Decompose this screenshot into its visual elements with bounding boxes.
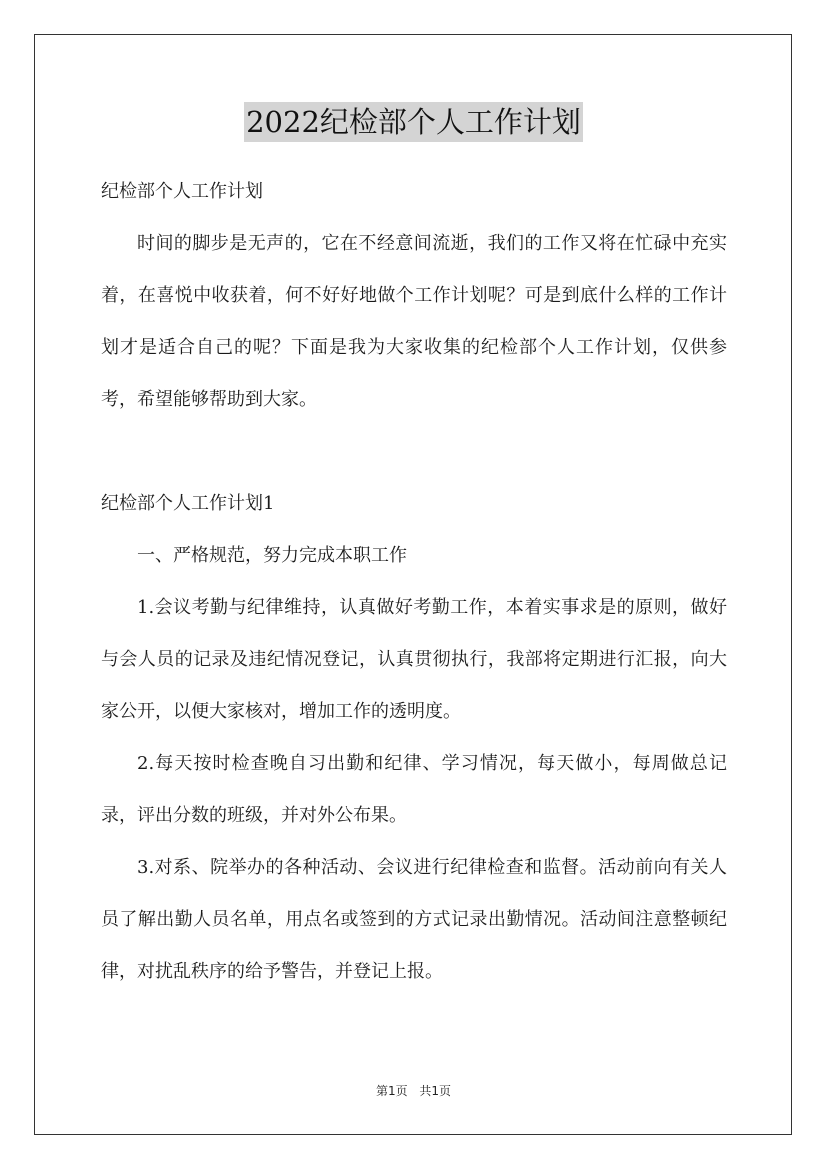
body-paragraph: 2.每天按时检查晚自习出勤和纪律、学习情况，每天做小，每周做总记录，评出分数的班级，并对外公布果。: [101, 753, 727, 826]
page-total: 共1页: [419, 1084, 452, 1098]
section-spacer: [101, 426, 727, 478]
page-number: 第1页: [375, 1084, 408, 1098]
section-heading: 纪检部个人工作计划1: [101, 493, 275, 514]
document-subtitle: 纪检部个人工作计划: [101, 181, 263, 202]
page-footer: [0, 1082, 827, 1100]
title-container: [0, 102, 827, 142]
body-paragraph: 1.会议考勤与纪律维持，认真做好考勤工作，本着实事求是的原则，做好与会人员的记录及违纪情况登记，认真贯彻执行，我部将定期进行汇报，向大家公开，以便大家核对，增加工作的透明度。: [101, 597, 727, 722]
document-body: [101, 166, 727, 998]
body-paragraph: 3.对系、院举办的各种活动、会议进行纪律检查和监督。活动前向有关人员了解出勤人员名单，用点名或签到的方式记录出勤情况。活动间注意整顿纪律，对扰乱秩序的给予警告，并登记上报。: [101, 857, 727, 982]
intro-paragraph: 时间的脚步是无声的，它在不经意间流逝，我们的工作又将在忙碌中充实着，在喜悦中收获着，何不好好地做个工作计划呢？可是到底什么样的工作计划才是适合自己的呢？下面是我为大家收集的纪检部个人工作计划，仅供参考，希望能够帮助到大家。: [101, 233, 727, 410]
section-subheading: 一、严格规范，努力完成本职工作: [137, 545, 407, 566]
document-title: 2022纪检部个人工作计划: [244, 102, 583, 142]
